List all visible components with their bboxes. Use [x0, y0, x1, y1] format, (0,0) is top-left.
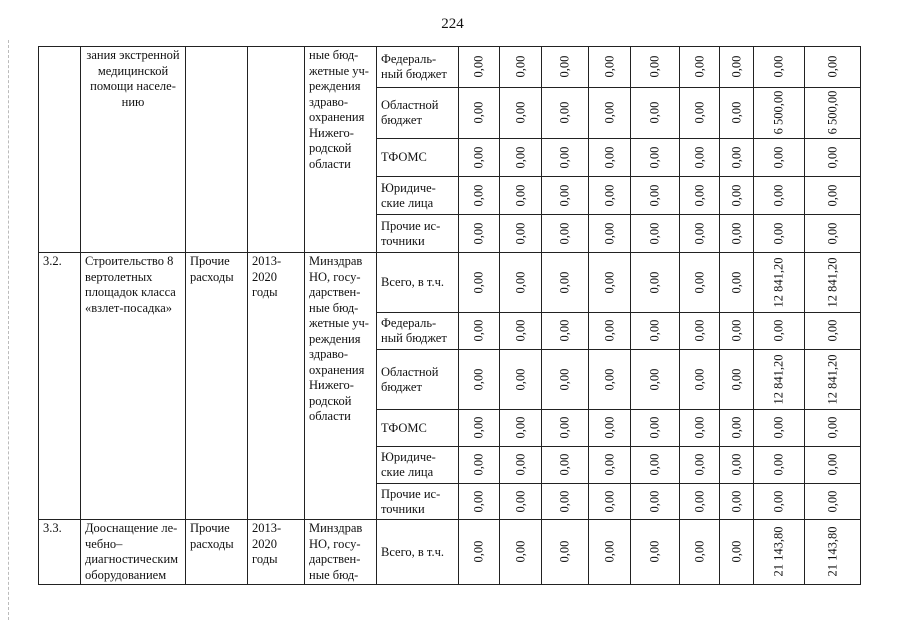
value-cell [500, 520, 542, 585]
value-text: 21 143,80 [771, 526, 786, 577]
value-cell [720, 139, 754, 177]
period-cell: 2013-2020 годы [248, 520, 305, 585]
value-text: 0,00 [771, 453, 786, 476]
value-cell [631, 313, 680, 350]
value-text: 0,00 [771, 490, 786, 513]
value-text: 0,00 [557, 222, 572, 245]
value-text: 0,00 [602, 271, 616, 294]
value-text: 0,00 [647, 540, 662, 563]
period-cell [248, 47, 305, 253]
value-cell [720, 177, 754, 215]
value-text: 0,00 [602, 368, 616, 391]
value-text: 0,00 [471, 368, 486, 391]
value-cell [631, 447, 680, 484]
value-cell [680, 88, 720, 139]
value-text: 0,00 [471, 416, 486, 439]
value-text: 0,00 [825, 222, 839, 245]
value-cell [680, 350, 720, 410]
executor-cell: Минздрав НО, госу-дарствен-ные бюд- [305, 520, 377, 585]
value-text: 0,00 [557, 453, 572, 476]
value-text: 0,00 [557, 368, 572, 391]
value-cell [500, 253, 542, 313]
item-name-cell: Строительство 8 вертолетных площадок класса «взлет-посадка» [81, 253, 186, 520]
value-text: 0,00 [729, 368, 743, 391]
value-cell [631, 88, 680, 139]
funding-source-cell: Прочие ис-точники [377, 215, 459, 253]
value-text: 0,00 [729, 453, 743, 476]
value-cell [680, 139, 720, 177]
value-cell [805, 88, 861, 139]
value-text: 0,00 [647, 55, 662, 78]
value-cell [589, 313, 631, 350]
funding-source-cell: Прочие ис-точники [377, 484, 459, 520]
value-text: 0,00 [825, 55, 839, 78]
value-text: 0,00 [692, 101, 706, 124]
value-text: 0,00 [513, 416, 527, 439]
value-text: 0,00 [729, 55, 743, 78]
value-cell [680, 47, 720, 88]
value-cell [459, 520, 500, 585]
value-text: 0,00 [771, 319, 786, 342]
value-text: 0,00 [471, 222, 486, 245]
funding-source-cell: Всего, в т.ч. [377, 520, 459, 585]
value-text: 0,00 [513, 271, 527, 294]
value-cell [720, 447, 754, 484]
value-text: 0,00 [557, 271, 572, 294]
value-cell [805, 350, 861, 410]
value-text: 0,00 [471, 146, 486, 169]
value-text: 0,00 [471, 319, 486, 342]
value-text: 0,00 [513, 184, 527, 207]
value-text: 0,00 [692, 271, 706, 294]
funding-source-cell: Областной бюджет [377, 350, 459, 410]
value-cell [542, 139, 589, 177]
value-text: 0,00 [647, 146, 662, 169]
value-text: 0,00 [471, 271, 486, 294]
value-text: 0,00 [602, 416, 616, 439]
value-cell [720, 484, 754, 520]
value-text: 0,00 [692, 368, 706, 391]
value-text: 0,00 [771, 55, 786, 78]
value-text: 0,00 [602, 184, 616, 207]
page-number: 224 [441, 16, 464, 32]
value-text: 0,00 [692, 55, 706, 78]
value-text: 0,00 [729, 271, 743, 294]
value-cell [589, 484, 631, 520]
value-cell [754, 253, 805, 313]
value-cell [805, 139, 861, 177]
page-edge-marker [8, 40, 9, 620]
value-cell [500, 47, 542, 88]
value-text: 0,00 [771, 222, 786, 245]
value-text: 0,00 [647, 453, 662, 476]
item-number-cell: 3.3. [39, 520, 81, 585]
executor-cell: Минздрав НО, госу-дарствен-ные бюд-жетные уч-реждения здраво-охранения Нижего-родской области [305, 253, 377, 520]
value-cell [680, 253, 720, 313]
value-cell [542, 47, 589, 88]
value-cell [720, 350, 754, 410]
value-cell [459, 350, 500, 410]
value-text: 0,00 [647, 101, 662, 124]
value-text: 0,00 [557, 55, 572, 78]
item-number-cell: 3.2. [39, 253, 81, 520]
value-cell [589, 139, 631, 177]
value-text: 0,00 [513, 222, 527, 245]
value-cell [542, 520, 589, 585]
value-cell [805, 520, 861, 585]
value-cell [589, 47, 631, 88]
value-text: 0,00 [692, 319, 706, 342]
value-cell [542, 253, 589, 313]
value-cell [680, 447, 720, 484]
value-cell [680, 410, 720, 447]
value-cell [720, 410, 754, 447]
value-cell [459, 88, 500, 139]
value-text: 0,00 [692, 222, 706, 245]
value-text: 0,00 [692, 540, 706, 563]
item-name-cell: зания экстренной медицинской помощи населе-нию [81, 47, 186, 253]
value-cell [680, 313, 720, 350]
value-text: 0,00 [647, 490, 662, 513]
value-cell [680, 177, 720, 215]
value-cell [589, 253, 631, 313]
value-text: 0,00 [647, 368, 662, 391]
value-text: 0,00 [729, 146, 743, 169]
value-cell [680, 484, 720, 520]
value-cell [680, 215, 720, 253]
executor-cell: ные бюд-жетные уч-реждения здраво-охранения Нижего-родской области [305, 47, 377, 253]
value-text: 0,00 [692, 416, 706, 439]
funding-source-cell: Федераль-ный бюджет [377, 313, 459, 350]
expense-type-cell [186, 47, 248, 253]
value-cell [500, 350, 542, 410]
value-text: 0,00 [729, 319, 743, 342]
value-text: 0,00 [513, 101, 527, 124]
value-cell [754, 350, 805, 410]
value-cell [805, 177, 861, 215]
table-row [39, 520, 861, 585]
value-cell [542, 350, 589, 410]
value-text: 0,00 [602, 146, 616, 169]
value-cell [805, 253, 861, 313]
value-cell [754, 177, 805, 215]
value-cell [459, 253, 500, 313]
value-cell [459, 410, 500, 447]
value-text: 0,00 [647, 271, 662, 294]
value-text: 0,00 [471, 453, 486, 476]
value-text: 0,00 [513, 55, 527, 78]
value-text: 0,00 [692, 453, 706, 476]
value-cell [754, 410, 805, 447]
funding-source-cell: Юридиче-ские лица [377, 177, 459, 215]
value-text: 0,00 [729, 184, 743, 207]
value-cell [459, 313, 500, 350]
value-cell [500, 484, 542, 520]
value-text: 0,00 [513, 540, 527, 563]
value-cell [631, 215, 680, 253]
value-text: 0,00 [557, 146, 572, 169]
value-text: 0,00 [825, 453, 839, 476]
value-cell [589, 177, 631, 215]
value-text: 0,00 [771, 184, 786, 207]
value-text: 12 841,20 [825, 354, 839, 405]
funding-source-cell: Всего, в т.ч. [377, 253, 459, 313]
value-text: 12 841,20 [825, 257, 839, 308]
value-cell [631, 139, 680, 177]
value-cell [754, 139, 805, 177]
funding-source-cell: ТФОМС [377, 410, 459, 447]
value-text: 0,00 [557, 319, 572, 342]
value-cell [631, 520, 680, 585]
value-text: 12 841,20 [771, 257, 786, 308]
value-text: 0,00 [825, 416, 839, 439]
value-text: 0,00 [602, 55, 616, 78]
item-name-cell: Дооснащение ле-чебно–диагностическим оборудованием [81, 520, 186, 585]
value-cell [589, 520, 631, 585]
value-text: 21 143,80 [825, 526, 839, 577]
value-text: 0,00 [557, 540, 572, 563]
value-cell [631, 484, 680, 520]
budget-table [38, 46, 861, 585]
value-cell [805, 410, 861, 447]
value-text: 0,00 [513, 453, 527, 476]
value-text: 0,00 [471, 55, 486, 78]
value-text: 0,00 [602, 453, 616, 476]
value-cell [459, 215, 500, 253]
value-cell [720, 215, 754, 253]
value-text: 0,00 [513, 319, 527, 342]
value-text: 0,00 [729, 490, 743, 513]
value-cell [631, 47, 680, 88]
value-cell [589, 447, 631, 484]
value-cell [754, 215, 805, 253]
funding-source-cell: Федераль-ный бюджет [377, 47, 459, 88]
funding-source-cell: ТФОМС [377, 139, 459, 177]
period-cell: 2013-2020 годы [248, 253, 305, 520]
value-cell [805, 47, 861, 88]
value-cell [680, 520, 720, 585]
value-cell [459, 47, 500, 88]
value-text: 0,00 [771, 416, 786, 439]
table-row [39, 47, 861, 88]
value-text: 0,00 [602, 540, 616, 563]
value-cell [720, 47, 754, 88]
value-cell [459, 484, 500, 520]
value-text: 0,00 [692, 490, 706, 513]
value-cell [720, 313, 754, 350]
value-cell [542, 177, 589, 215]
value-cell [589, 215, 631, 253]
value-cell [542, 215, 589, 253]
value-text: 0,00 [513, 368, 527, 391]
value-cell [805, 447, 861, 484]
funding-source-cell: Юридиче-ские лица [377, 447, 459, 484]
value-cell [805, 215, 861, 253]
value-cell [500, 177, 542, 215]
expense-type-cell: Прочие расходы [186, 520, 248, 585]
value-text: 0,00 [471, 184, 486, 207]
value-cell [754, 313, 805, 350]
value-text: 0,00 [513, 490, 527, 513]
value-cell [542, 484, 589, 520]
value-text: 0,00 [692, 184, 706, 207]
value-cell [805, 484, 861, 520]
value-text: 6 500,00 [825, 90, 839, 135]
value-cell [720, 88, 754, 139]
value-text: 0,00 [471, 540, 486, 563]
value-text: 0,00 [825, 319, 839, 342]
value-cell [754, 447, 805, 484]
value-text: 0,00 [602, 101, 616, 124]
value-cell [720, 520, 754, 585]
value-text: 0,00 [825, 184, 839, 207]
expense-type-cell: Прочие расходы [186, 253, 248, 520]
value-text: 0,00 [729, 416, 743, 439]
value-text: 0,00 [557, 101, 572, 124]
value-cell [459, 447, 500, 484]
value-cell [500, 313, 542, 350]
value-text: 0,00 [692, 146, 706, 169]
value-cell [459, 177, 500, 215]
value-cell [542, 410, 589, 447]
value-cell [500, 447, 542, 484]
value-text: 12 841,20 [771, 354, 786, 405]
value-cell [754, 484, 805, 520]
value-cell [631, 410, 680, 447]
value-text: 0,00 [602, 319, 616, 342]
value-cell [631, 350, 680, 410]
value-text: 0,00 [729, 222, 743, 245]
value-cell [459, 139, 500, 177]
value-cell [631, 177, 680, 215]
value-text: 0,00 [602, 490, 616, 513]
value-cell [500, 88, 542, 139]
value-cell [542, 313, 589, 350]
value-text: 6 500,00 [771, 90, 786, 135]
funding-source-cell: Областной бюджет [377, 88, 459, 139]
value-cell [754, 47, 805, 88]
value-text: 0,00 [513, 146, 527, 169]
value-text: 0,00 [647, 319, 662, 342]
value-cell [720, 253, 754, 313]
value-text: 0,00 [647, 184, 662, 207]
value-text: 0,00 [557, 416, 572, 439]
value-text: 0,00 [729, 540, 743, 563]
value-text: 0,00 [557, 184, 572, 207]
value-text: 0,00 [825, 490, 839, 513]
value-cell [500, 139, 542, 177]
value-text: 0,00 [471, 101, 486, 124]
value-cell [542, 447, 589, 484]
value-text: 0,00 [602, 222, 616, 245]
value-text: 0,00 [647, 222, 662, 245]
item-number-cell [39, 47, 81, 253]
value-text: 0,00 [557, 490, 572, 513]
value-cell [805, 313, 861, 350]
value-cell [542, 88, 589, 139]
value-cell [631, 253, 680, 313]
value-cell [500, 410, 542, 447]
value-text: 0,00 [729, 101, 743, 124]
value-cell [500, 215, 542, 253]
value-cell [754, 88, 805, 139]
value-text: 0,00 [825, 146, 839, 169]
value-cell [589, 350, 631, 410]
table-row [39, 253, 861, 313]
value-text: 0,00 [647, 416, 662, 439]
value-cell [589, 410, 631, 447]
value-text: 0,00 [471, 490, 486, 513]
value-cell [754, 520, 805, 585]
value-cell [589, 88, 631, 139]
table-body [39, 47, 861, 585]
value-text: 0,00 [771, 146, 786, 169]
